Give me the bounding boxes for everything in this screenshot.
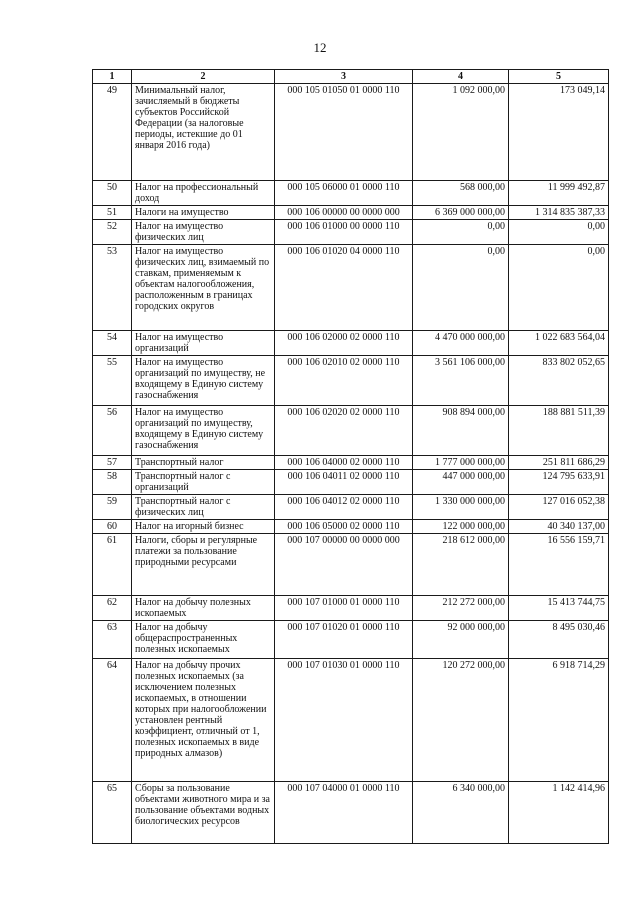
row-fact-value: 251 811 686,29	[509, 456, 609, 470]
row-name: Налог на добычу прочих полезных ископаемых (за исключением полезных ископаемых, в отношении которых при налогообложении установлен рентный коэффициент, отличный от 1, полезных ископаемых в виде природных алмазов)	[132, 659, 275, 782]
row-number: 61	[93, 534, 132, 596]
row-number: 65	[93, 782, 132, 844]
column-header: 1	[93, 70, 132, 84]
row-plan-value: 4 470 000 000,00	[413, 331, 509, 356]
row-number: 49	[93, 84, 132, 181]
table-row	[93, 206, 609, 220]
row-fact-value: 6 918 714,29	[509, 659, 609, 782]
row-name: Налоги, сборы и регулярные платежи за пользование природными ресурсами	[132, 534, 275, 596]
row-number: 60	[93, 520, 132, 534]
row-code: 000 105 01050 01 0000 110	[275, 84, 413, 181]
row-fact-value: 15 413 744,75	[509, 596, 609, 621]
row-name: Налог на профессиональный доход	[132, 181, 275, 206]
row-number: 59	[93, 495, 132, 520]
row-name: Транспортный налог	[132, 456, 275, 470]
row-fact-value: 8 495 030,46	[509, 621, 609, 659]
row-plan-value: 218 612 000,00	[413, 534, 509, 596]
table-row	[93, 331, 609, 356]
row-plan-value: 568 000,00	[413, 181, 509, 206]
table-header-row	[93, 70, 609, 84]
row-name: Налог на имущество организаций по имуществу, не входящему в Единую систему газоснабжения	[132, 356, 275, 406]
row-code: 000 106 04012 02 0000 110	[275, 495, 413, 520]
table-row	[93, 220, 609, 245]
table-row	[93, 406, 609, 456]
row-code: 000 106 02020 02 0000 110	[275, 406, 413, 456]
table-row	[93, 84, 609, 181]
row-code: 000 106 01000 00 0000 110	[275, 220, 413, 245]
row-plan-value: 6 369 000 000,00	[413, 206, 509, 220]
row-name: Налог на имущество физических лиц, взимаемый по ставкам, применяемым к объектам налогообложения, расположенным в границах городских округов	[132, 245, 275, 331]
row-code: 000 106 04011 02 0000 110	[275, 470, 413, 495]
row-code: 000 107 04000 01 0000 110	[275, 782, 413, 844]
row-fact-value: 124 795 633,91	[509, 470, 609, 495]
row-number: 51	[93, 206, 132, 220]
table-row	[93, 659, 609, 782]
row-name: Налог на добычу полезных ископаемых	[132, 596, 275, 621]
row-name: Минимальный налог, зачисляемый в бюджеты субъектов Российской Федерации (за налоговые периоды, истекшие до 01 января 2016 года)	[132, 84, 275, 181]
row-name: Налог на имущество физических лиц	[132, 220, 275, 245]
row-number: 58	[93, 470, 132, 495]
row-fact-value: 1 022 683 564,04	[509, 331, 609, 356]
row-plan-value: 1 777 000 000,00	[413, 456, 509, 470]
row-plan-value: 212 272 000,00	[413, 596, 509, 621]
table-row	[93, 456, 609, 470]
table-row	[93, 495, 609, 520]
revenue-table	[92, 69, 609, 844]
row-name: Транспортный налог с физических лиц	[132, 495, 275, 520]
row-plan-value: 1 330 000 000,00	[413, 495, 509, 520]
row-name: Налоги на имущество	[132, 206, 275, 220]
row-number: 64	[93, 659, 132, 782]
row-name: Налог на имущество организаций по имуществу, входящему в Единую систему газоснабжения	[132, 406, 275, 456]
row-plan-value: 908 894 000,00	[413, 406, 509, 456]
row-plan-value: 92 000 000,00	[413, 621, 509, 659]
row-fact-value: 0,00	[509, 220, 609, 245]
table-row	[93, 596, 609, 621]
row-code: 000 106 01020 04 0000 110	[275, 245, 413, 331]
row-fact-value: 40 340 137,00	[509, 520, 609, 534]
row-fact-value: 11 999 492,87	[509, 181, 609, 206]
row-fact-value: 173 049,14	[509, 84, 609, 181]
table-row	[93, 520, 609, 534]
row-name: Транспортный налог с организаций	[132, 470, 275, 495]
column-header: 5	[509, 70, 609, 84]
column-header: 2	[132, 70, 275, 84]
table-row	[93, 470, 609, 495]
row-code: 000 107 01030 01 0000 110	[275, 659, 413, 782]
row-code: 000 106 05000 02 0000 110	[275, 520, 413, 534]
row-plan-value: 3 561 106 000,00	[413, 356, 509, 406]
table-row	[93, 245, 609, 331]
row-plan-value: 1 092 000,00	[413, 84, 509, 181]
row-plan-value: 120 272 000,00	[413, 659, 509, 782]
row-code: 000 107 01000 01 0000 110	[275, 596, 413, 621]
table-row	[93, 621, 609, 659]
row-code: 000 106 04000 02 0000 110	[275, 456, 413, 470]
row-fact-value: 1 314 835 387,33	[509, 206, 609, 220]
row-fact-value: 833 802 052,65	[509, 356, 609, 406]
row-number: 53	[93, 245, 132, 331]
row-fact-value: 1 142 414,96	[509, 782, 609, 844]
row-plan-value: 6 340 000,00	[413, 782, 509, 844]
table-row	[93, 534, 609, 596]
row-plan-value: 0,00	[413, 245, 509, 331]
row-name: Налог на имущество организаций	[132, 331, 275, 356]
column-header: 3	[275, 70, 413, 84]
row-plan-value: 122 000 000,00	[413, 520, 509, 534]
row-name: Налог на игорный бизнес	[132, 520, 275, 534]
row-plan-value: 447 000 000,00	[413, 470, 509, 495]
row-fact-value: 16 556 159,71	[509, 534, 609, 596]
table-body	[93, 84, 609, 844]
row-name: Налог на добычу общераспространенных полезных ископаемых	[132, 621, 275, 659]
row-fact-value: 0,00	[509, 245, 609, 331]
row-number: 54	[93, 331, 132, 356]
row-fact-value: 127 016 052,38	[509, 495, 609, 520]
table-row	[93, 181, 609, 206]
row-number: 62	[93, 596, 132, 621]
row-name: Сборы за пользование объектами животного мира и за пользование объектами водных биологических ресурсов	[132, 782, 275, 844]
row-code: 000 106 02000 02 0000 110	[275, 331, 413, 356]
row-code: 000 105 06000 01 0000 110	[275, 181, 413, 206]
row-number: 50	[93, 181, 132, 206]
row-code: 000 107 01020 01 0000 110	[275, 621, 413, 659]
row-number: 52	[93, 220, 132, 245]
row-number: 56	[93, 406, 132, 456]
row-code: 000 107 00000 00 0000 000	[275, 534, 413, 596]
row-number: 57	[93, 456, 132, 470]
column-header: 4	[413, 70, 509, 84]
row-code: 000 106 02010 02 0000 110	[275, 356, 413, 406]
row-code: 000 106 00000 00 0000 000	[275, 206, 413, 220]
table-row	[93, 782, 609, 844]
table-row	[93, 356, 609, 406]
row-number: 55	[93, 356, 132, 406]
row-fact-value: 188 881 511,39	[509, 406, 609, 456]
page-number: 12	[313, 40, 327, 55]
row-plan-value: 0,00	[413, 220, 509, 245]
row-number: 63	[93, 621, 132, 659]
